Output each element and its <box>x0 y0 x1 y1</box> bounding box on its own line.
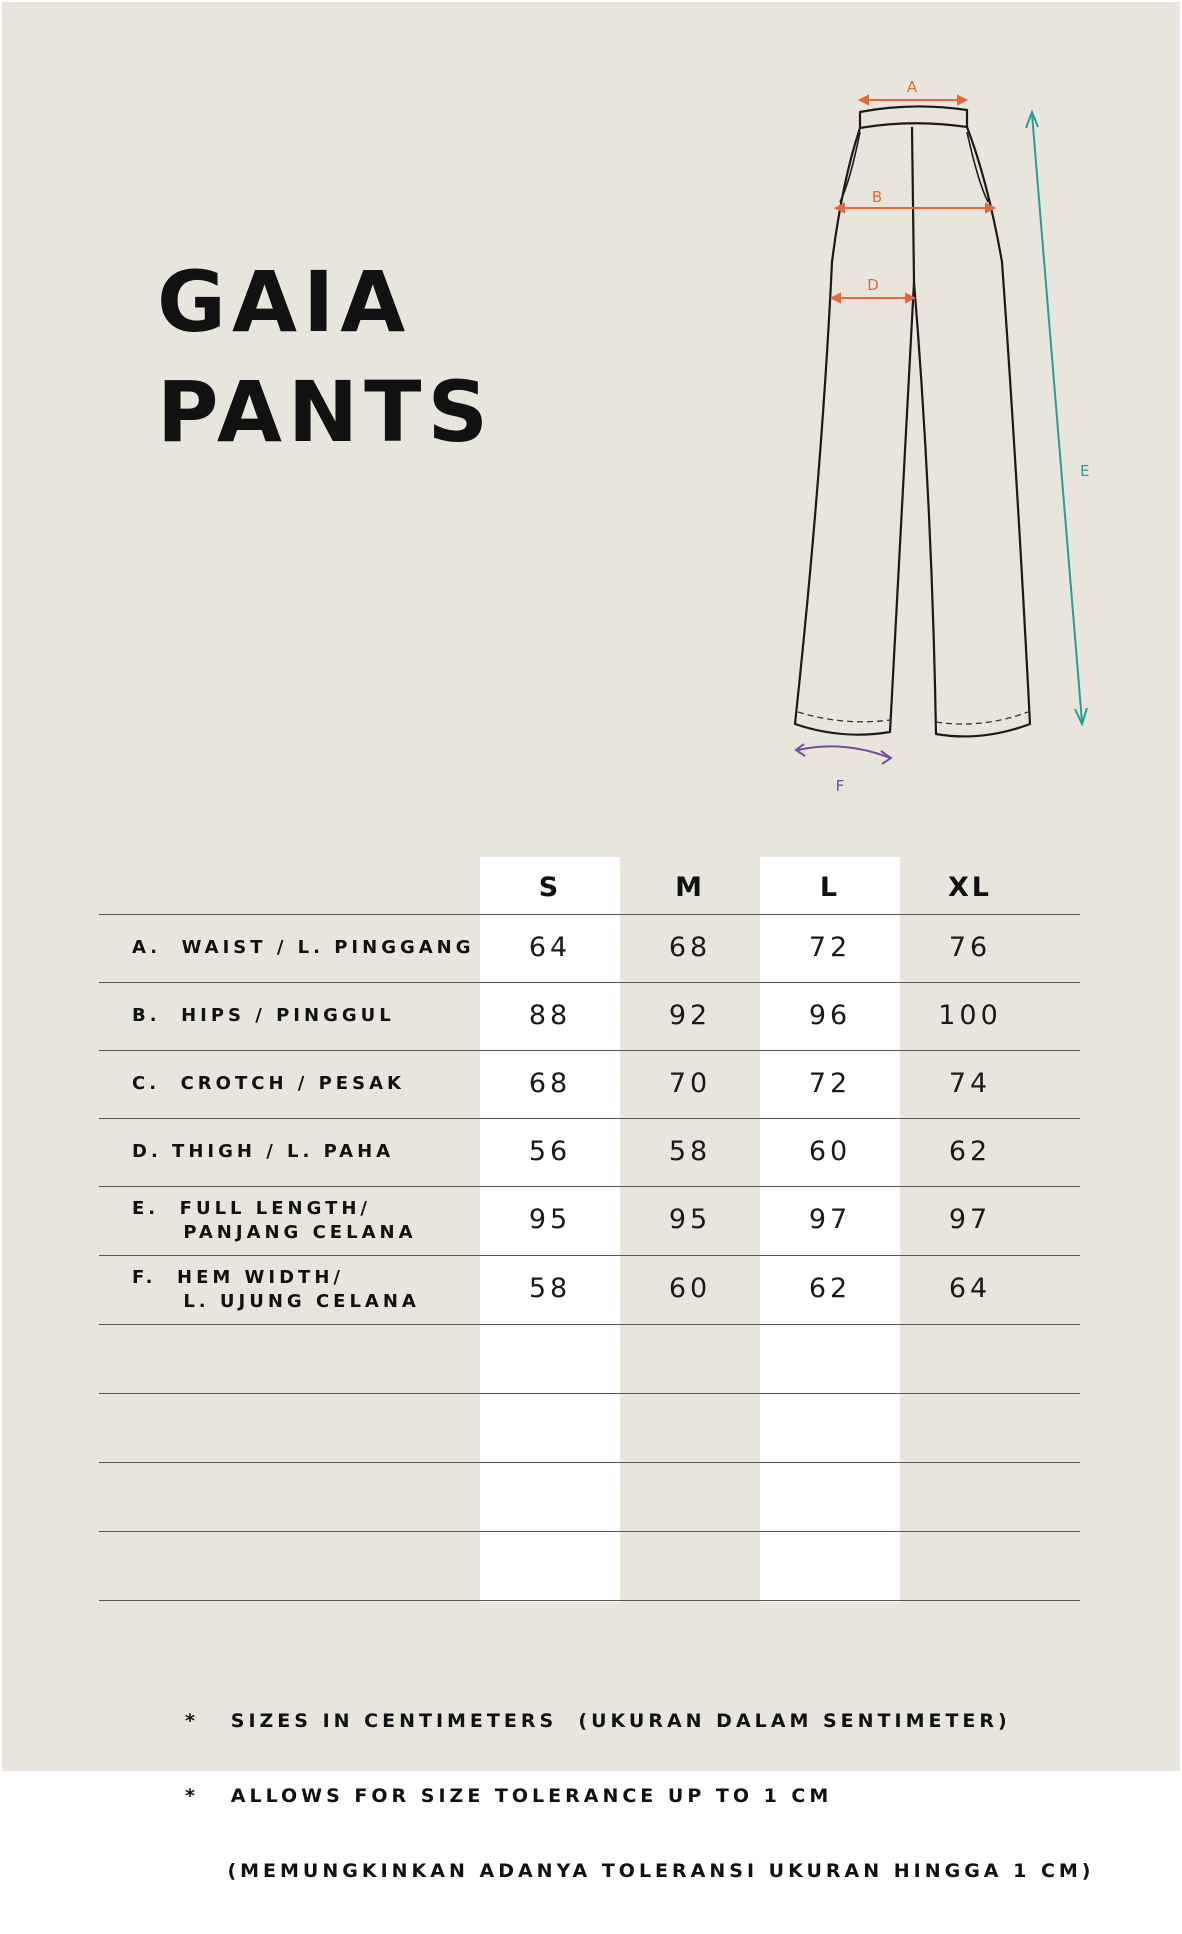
right-pocket-line <box>967 132 988 202</box>
header-xl: XL <box>947 872 993 903</box>
cell-crotch-xl: 74 <box>948 1068 992 1099</box>
title-line-1: GAIA <box>157 253 412 351</box>
cell-length-m: 95 <box>668 1204 712 1235</box>
cell-length-l: 97 <box>808 1204 852 1235</box>
title-line-2: PANTS <box>157 363 494 461</box>
row-label-waist: A. WAIST / L. PINGGANG <box>132 937 475 958</box>
label-b: B <box>871 188 883 206</box>
row-label-thigh: D. THIGH / L. PAHA <box>132 1141 395 1162</box>
cell-thigh-m: 58 <box>668 1136 712 1167</box>
cell-hem-l: 62 <box>808 1273 852 1304</box>
label-e: E <box>1080 462 1090 480</box>
cell-crotch-s: 68 <box>528 1068 572 1099</box>
label-f: F <box>835 777 845 795</box>
left-leg-outline <box>795 127 914 735</box>
measure-length-arrow <box>1026 112 1090 724</box>
row-divider <box>99 1462 1080 1463</box>
pants-diagram <box>762 72 1102 812</box>
right-leg-outline <box>914 127 1030 736</box>
row-label-hem-width: F. HEM WIDTH/ L. UJUNG CELANA <box>132 1266 420 1312</box>
cell-waist-s: 64 <box>528 932 572 963</box>
measure-hem-arrow <box>796 744 891 764</box>
left-hem-stitch <box>798 712 890 722</box>
row-divider <box>99 1324 1080 1325</box>
cell-length-xl: 97 <box>948 1204 992 1235</box>
cell-hips-m: 92 <box>668 1000 712 1031</box>
row-divider <box>99 1531 1080 1532</box>
cell-waist-xl: 76 <box>948 932 992 963</box>
header-s: S <box>538 872 562 903</box>
cell-hem-s: 58 <box>528 1273 572 1304</box>
cell-hips-s: 88 <box>528 1000 572 1031</box>
row-label-crotch: C. CROTCH / PESAK <box>132 1073 405 1094</box>
waistband-outline <box>860 106 967 128</box>
cell-hips-l: 96 <box>808 1000 852 1031</box>
row-divider <box>99 1393 1080 1394</box>
cell-hips-xl: 100 <box>938 1000 1002 1031</box>
header-m: M <box>675 872 705 903</box>
note-tolerance-translation: (MEMUNGKINKAN ADANYA TOLERANSI UKURAN HINGGA 1 CM) <box>185 1860 1095 1882</box>
header-l: L <box>819 872 841 903</box>
right-hem-stitch <box>936 712 1028 724</box>
cell-crotch-l: 72 <box>808 1068 852 1099</box>
cell-length-s: 95 <box>528 1204 572 1235</box>
measure-hips-arrow <box>836 204 994 212</box>
measure-thigh-arrow <box>832 294 914 302</box>
cell-crotch-m: 70 <box>668 1068 712 1099</box>
measure-waist-arrow <box>860 96 966 104</box>
row-label-full-length: E. FULL LENGTH/ PANJANG CELANA <box>132 1197 417 1243</box>
size-chart-page <box>2 2 1180 1882</box>
label-d: D <box>867 276 879 294</box>
cell-thigh-s: 56 <box>528 1136 572 1167</box>
label-a: A <box>906 78 918 96</box>
note-tolerance: * ALLOWS FOR SIZE TOLERANCE UP TO 1 CM <box>185 1785 833 1807</box>
cell-waist-m: 68 <box>668 932 712 963</box>
row-divider <box>99 1600 1080 1601</box>
cell-thigh-l: 60 <box>808 1136 852 1167</box>
cell-hem-m: 60 <box>668 1273 712 1304</box>
note-sizes-in-cm: * SIZES IN CENTIMETERS (UKURAN DALAM SENTIMETER) <box>185 1710 1011 1732</box>
cell-thigh-xl: 62 <box>948 1136 992 1167</box>
product-title <box>157 247 494 467</box>
cell-hem-xl: 64 <box>948 1273 992 1304</box>
row-label-hips: B. HIPS / PINGGUL <box>132 1005 395 1026</box>
footnotes <box>185 1659 1095 1934</box>
cell-waist-l: 72 <box>808 932 852 963</box>
